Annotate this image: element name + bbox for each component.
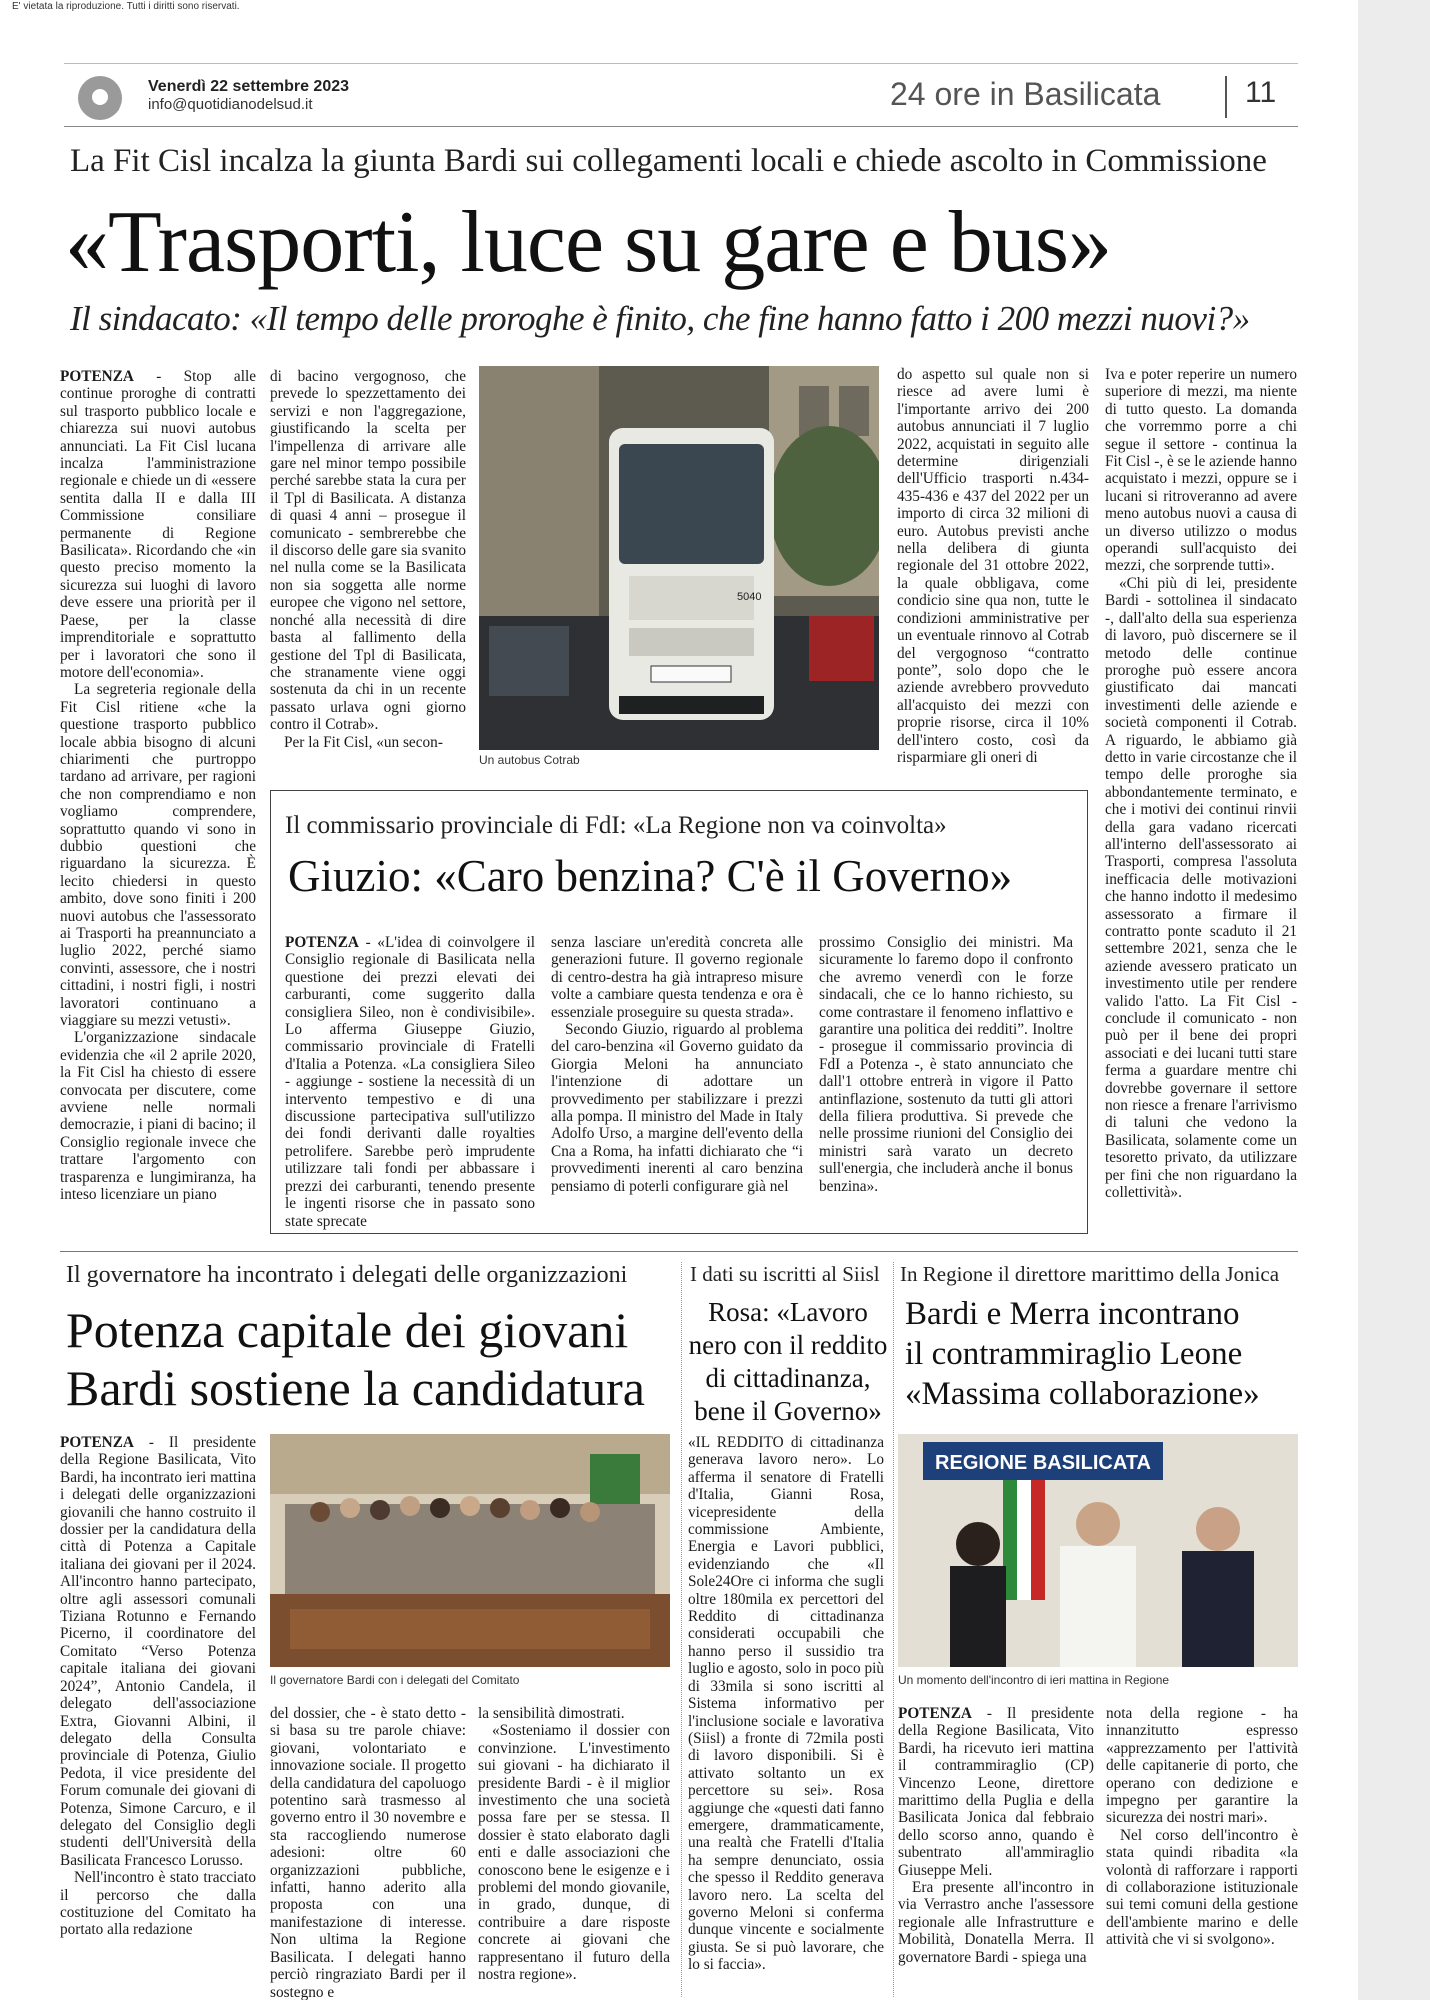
giovani-col3-text: la sensibilità dimostrati. [478,1705,625,1722]
contact-email[interactable]: info@quotidianodelsud.it [148,96,313,113]
giovani-kicker: Il governatore ha incontrato i delegati delle organizzazioni [66,1262,628,1288]
section-title: 24 ore in Basilicata [890,76,1161,112]
main-headline: «Trasporti, luce su gare e bus» [65,194,1112,291]
giovani-col3-paragraph-2: «Sosteniamo il dossier con convinzione. L'investimento sui giovani - ha dichiarato il presidente Bardi - è il miglior investimento che una società possa fare per se stessa. Il dossier è stato elaborato dagli enti e dalle associazioni che conoscono bene le esigenze e i problemi del mondo giovanile, in grado, dunque, di contribuire a dare risposte concrete ai giovani che rappresentano il futuro della nostra regione». [478,1722,670,1984]
giovani-column-2 [270,1705,466,2000]
main-column-4 [897,366,1089,766]
regione-sign: REGIONE BASILICATA [935,1452,1151,1474]
rosa-column [688,1434,884,1994]
bottom-section-rule [60,1251,1298,1252]
bus-photo-caption: Un autobus Cotrab [479,753,580,767]
dateline: POTENZA [60,368,134,385]
column-divider-2 [893,1262,894,1997]
main-col2-text: di bacino vergognoso, che prevede lo spezzettamento dei servizi e non l'aggregazione, giustificando la scelta per l'impellenza di arrivare alle gare nel minor tempo possibile perché sarebbe stata la cura per il Tpl di Basilicata. A distanza di quasi 4 anni – prosegue il comunicato - sembrerebbe che il discorso delle gare sia svanito nel nulla come se la Basilicata non sia soggetta alle norme europee che vigono nel settore, nonché alla necessità di dire basta al fallimento della gestione del Tpl di Basilicata, che stranamente viene oggi sostenuta da chi in un recente passato urlava ogni giorno contro il Cotrab». [270,368,466,734]
bus-illustration [479,366,879,750]
giuzio-column-3 [819,934,1073,1226]
leone-col1-text: - Il presidente della Regione Basilicata, Vito Bardi, ha ricevuto ieri mattina il contrammiraglio (CP) Vincenzo Leone, direttore marittimo della Puglia e della Basilicata Jonica dal febbraio dello scorso anno, quando è subentrato all'ammiraglio Giuseppe Meli. [898,1705,1094,1879]
main-column-5 [1105,366,1297,1246]
giuzio-column-1 [285,934,535,1230]
main-kicker: La Fit Cisl incalza la giunta Bardi sui collegamenti locali e chiede ascolto in Commissione [70,143,1267,179]
giuzio-headline: Giuzio: «Caro benzina? C'è il Governo» [288,851,1013,901]
column-divider [681,1262,682,1997]
giovani-dateline: POTENZA [60,1434,134,1451]
rosa-headline: Rosa: «Lavoro nero con il reddito di cittadinanza, bene il Governo» [688,1297,888,1426]
giuzio-kicker: Il commissario provinciale di FdI: «La Regione non va coinvolta» [285,812,947,839]
bus-number: 5040 [737,591,762,603]
leone-headline-2: il contrammiraglio Leone [905,1336,1243,1372]
giovani-col1-paragraph-2: Nell'incontro è stato tracciato il percorso che dalla costituzione del Comitato ha portato alla redazione [60,1869,256,1939]
giovani-column-3 [478,1705,670,1995]
giuzio-col2-text: senza lasciare un'eredità concreta alle generazioni future. Il governo regionale di centro-destra ha già intrapreso misure volte a cambiare questa tendenza e ora è essenziale proseguire su questa strada». [551,934,803,1021]
giovani-headline-2: Bardi sostiene la candidatura [66,1360,645,1416]
header-divider [1225,76,1227,118]
copyright-notice: E' vietata la riproduzione. Tutti i diritti sono riservati. [12,1,240,12]
main-col1-paragraph-2: La segreteria regionale della Fit Cisl ritiene «che la questione trasporto pubblico locale abbia bisogno di alcuni chiarimenti che purtroppo tardano ad arrivare, per ragioni che non comprendiamo e non vogliamo comprendere, soprattutto quando vi sono in dubbio questioni che riguardano la sicurezza. È lecito chiedersi in questo ambito, dove sono finiti i 200 nuovi autobus che l'assessorato ai Trasporti ha preannunciato a luglio 2022, perché siamo convinti, assessore, che i nostri cittadini, i nostri figli, i nostri lavoratori continuano a viaggiare su mezzi vetusti». [60,681,256,1030]
giuzio-col3-text: prossimo Consiglio dei ministri. Ma sicuramente lo faremo dopo il confronto che avremo venerdì con le forze sindacali, che ce lo hanno richiesto, su come contrastare il fenomeno inflattivo e garantire una politica dei redditi”. Inoltre - prosegue il commissario provincia di FdI a Potenza -, è stato annunciato che dall'1 ottobre entrerà in vigore il Patto antinflazione, sostenuto da tutti gli attori della filiera produttiva. Si prevede che nelle prossime riunioni del Consiglio dei ministri sarà varato un decreto sull'energia, che includerà anche il bonus benzina». [819,934,1073,1195]
leone-column-2 [1106,1705,1298,1995]
newspaper-logo-icon [78,76,122,120]
page-margin [1358,0,1430,2000]
leone-illustration [898,1434,1298,1667]
leone-photo-caption: Un momento dell'incontro di ieri mattina in Regione [898,1673,1170,1687]
giovani-column-1 [60,1434,256,2000]
main-subhead: Il sindacato: «Il tempo delle proroghe è finito, che fine hanno fatto i 200 mezzi nuovi?» [70,299,1250,338]
header-bottom-rule [64,126,1298,127]
main-col4-text: do aspetto sul quale non si riesce ad avere lumi è l'importante arrivo dei 200 autobus annunciati il 7 luglio 2022, acquistati in seguito alle determine dirigenziali dell'Ufficio trasporti n.434-435-436 e 437 del 2022 per un importo di circa 32 milioni di euro. Autobus previsti anche nella delibera di giunta regionale del 31 ottobre 2022, la quale obbligava, come condicio sine qua non, tutte le condizioni amministrative per un eventuale rinnovo al Cotrab del vergognoso “contratto ponte”, solo dopo che le aziende avrebbero provveduto all'acquisto dei mezzi con proprie risorse, circa il 10% dell'intero costo, così da risparmiare gli oneri di [897,366,1089,766]
page-number: 11 [1245,76,1277,109]
leone-col2-text: nota della regione - ha innanzitutto espresso «apprezzamento per l'attività delle capitanerie di porto, che operano con dedizione e impegno per garantire la sicurezza dei nostri mari». [1106,1705,1298,1827]
main-col5-paragraph-2: «Chi più di lei, presidente Bardi - sottolinea il sindacato -, dall'alto della sua esperienza di lavoro, può discernere se il metodo delle continue proroghe può essere ancora giustificato dai mancati investimenti delle aziende e società componenti il Cotrab. A riguardo, le abbiamo già detto in varie circostanze che il tempo delle proroghe sia abbondantemente terminato, e che i motivi dei continui rinvii della gara vadano ricercati all'interno dell'assessorato ai Trasporti, compresa l'assoluta inefficacia delle motivazioni che hanno indotto il medesimo assessorato a firmare il contratto ponte scaduto il 21 settembre 2021, senza che le aziende avessero praticato un investimento utile per rendere valido l'atto. La Fit Cisl - conclude il comunicato - non può per il bene dei propri associati e dei lucani tutti stare ferma a guardare mentre chi dovrebbe governare il settore non riesce a frenare l'arrivismo di taluni che vedono la Basilicata, solamente come un tesoretto privato, da utilizzare per fini che non riguardano la collettività». [1105,574,1297,1202]
giovani-col1-text: - Il presidente della Regione Basilicata, Vito Bardi, ha incontrato ieri mattina i delegati delle organizzazioni giovanili che hanno costruito il dossier per la candidatura della città di Potenza a Capitale italiana dei giovani per il 2024. All'incontro hanno partecipato, oltre agli assessori comunali Tiziana Rotunno e Fernando Picerno, il coordinatore del Comitato “Verso Potenza capitale italiana dei giovani 2024”, Antonio Candela, il delegato dell'associazione Extra, Giovanni Albini, il delegato della Consulta provinciale di Potenza, Giulio Pedota, il vice presidente del Forum comunale dei giovani di Potenza, Simone Carcuro, e il delegato del Consiglio degli studenti dell'Università della Basilicata Francesco Lorusso. [60,1434,256,1869]
giuzio-col2-paragraph-2: Secondo Giuzio, riguardo al problema del caro-benzina «il Governo guidato da Giorgia Meloni ha annunciato l'intenzione di adottare un provvedimento per stabilizzare i prezzi alla pompa. Il ministro del Made in Italy Adolfo Urso, a margine dell'evento della Cna a Roma, ha infatti dichiarato che “i provvedimenti inerenti al caro benzina pensiamo di poterli configurare già nel [551,1021,803,1195]
giuzio-col1-text: - «L'idea di coinvolgere il Consiglio regionale di Basilicata nella questione dei prezzi elevati dei carburanti, come suggerito dalla consigliera Sileo, non è condivisibile». Lo afferma Giuseppe Giuzio, commissario provinciale di Fratelli d'Italia a Potenza. «La consigliera Sileo - aggiunge - sostiene la necessità di un intervento tempestivo e di una discussione partecipativa sull'utilizzo dei fondi derivanti dalle royalties petrolifere. Sarebbe però imprudente utilizzare tali fondi per abbassare i prezzi dei carburanti, tenendo presente le ingenti risorse che in passato sono state sprecate [285,934,535,1230]
delegates-photo [270,1434,670,1667]
leone-kicker: In Regione il direttore marittimo della Jonica [900,1262,1280,1286]
main-column-1 [60,368,256,1238]
main-col5-text: Iva e poter reperire un numero superiore di mezzi, ma niente di tutto questo. La domanda che vorremmo porre a chi segue il settore - continua la Fit Cisl -, è se le aziende hanno acquistato i mezzi, oppure se i lucani si ritroveranno ad avere meno autobus nuovi a causa di un diverso utilizzo o modus operandi sull'acquisto dei mezzi, che sorprende tutti». [1105,366,1298,575]
giovani-col2-text: del dossier, che - è stato detto - si basa su tre parole chiave: giovani, volontariato e innovazione sociale. Il progetto della candidatura del capoluogo potentino sarà trasmesso al governo entro il 30 novembre e sta raccogliendo numerose adesioni: oltre 60 organizzazioni pubbliche, infatti, hanno aderito alla proposta con una manifestazione di interesse. Non ultima la Regione Basilicata. I delegati hanno perciò ringraziato Bardi per il sostegno e [270,1705,466,2000]
leone-column-1 [898,1705,1094,1995]
leone-dateline: POTENZA [898,1705,972,1722]
bus-photo [479,366,879,750]
leone-col2-paragraph-2: Nel corso dell'incontro è stata quindi ribadita «la volontà di rafforzare i rapporti di collaborazione istituzionale sui temi comuni della gestione dell'ambiente marino e delle attività che vi si svolgono». [1106,1826,1298,1949]
leone-col1-paragraph-2: Era presente all'incontro in via Verrastro anche l'assessore regionale alle Infrastrutture e Mobilità, Donatella Merra. Il governatore Bardi - spiega una [898,1879,1094,1966]
main-col1-text: - Stop alle continue proroghe di contratti sul trasporto pubblico locale e chiarezza sui nuovi autobus annunciati. La Fit Cisl lucana incalza l'amministrazione regionale e chiede un di «essere sentita dalla II e dalla III Commissione consiliare permanente di Regione Basilicata». Ricordando che «in questo preciso momento la sicurezza sui luoghi di lavoro deve essere una priorità per il Paese, per la classe imprenditoriale e soprattutto per i lavoratori che sono il motore dell'economia». [60,368,256,681]
rosa-text: «IL REDDITO di cittadinanza generava lavoro nero». Lo afferma il senatore di Fratelli d'Italia, Gianni Rosa, vicepresidente della commissione Ambiente, Energia e Lavori pubblici, evidenziando che «Il Sole24Ore ci informa che sugli oltre 180mila ex percettori del Reddito di cittadinanza considerati occupabili che hanno perso il sussidio tra luglio e agosto, solo in poco più di 33mila si sono iscritti al Sistema informativo per l'inclusione sociale e lavorativa (Siisl) a fronte di 72mila posti di lavoro disponibili. Si è attivato soltanto un ex percettore su sei». Rosa aggiunge che «questi dati fanno emergere, drammaticamente, una realtà che Fratelli d'Italia ha sempre denunciato, ossia che spesso il Reddito generava lavoro nero. La scelta del governo Meloni si conferma dunque vincente e socialmente giusta. Se si può lavorare, che lo si faccia». [688,1434,884,1974]
giuzio-dateline: POTENZA [285,934,359,951]
leone-headline-3: «Massima collaborazione» [905,1376,1260,1412]
giovani-headline-1: Potenza capitale dei giovani [66,1302,629,1358]
leone-headline-1: Bardi e Merra incontrano [905,1296,1240,1332]
header-top-rule [64,63,1298,64]
issue-date: Venerdì 22 settembre 2023 [148,78,350,95]
giuzio-column-2 [551,934,803,1226]
delegates-photo-caption: Il governatore Bardi con i delegati del Comitato [270,1673,520,1687]
main-column-2 [270,368,466,768]
leone-photo [898,1434,1298,1667]
main-col2-paragraph-2: Per la Fit Cisl, «un secon- [284,733,443,751]
delegates-illustration [270,1434,670,1667]
main-col1-paragraph-3: L'organizzazione sindacale evidenzia che «il 2 aprile 2020, la Fit Cisl ha chiesto di essere convocata per discutere, come avviene nelle normali democrazie, i piani di bacino; il Consiglio regionale invece che trattare l'argomento con trasparenza e lungimiranza, ha inteso licenziare un piano [60,1029,256,1204]
rosa-kicker: I dati su iscritti al Siisl [690,1262,880,1286]
